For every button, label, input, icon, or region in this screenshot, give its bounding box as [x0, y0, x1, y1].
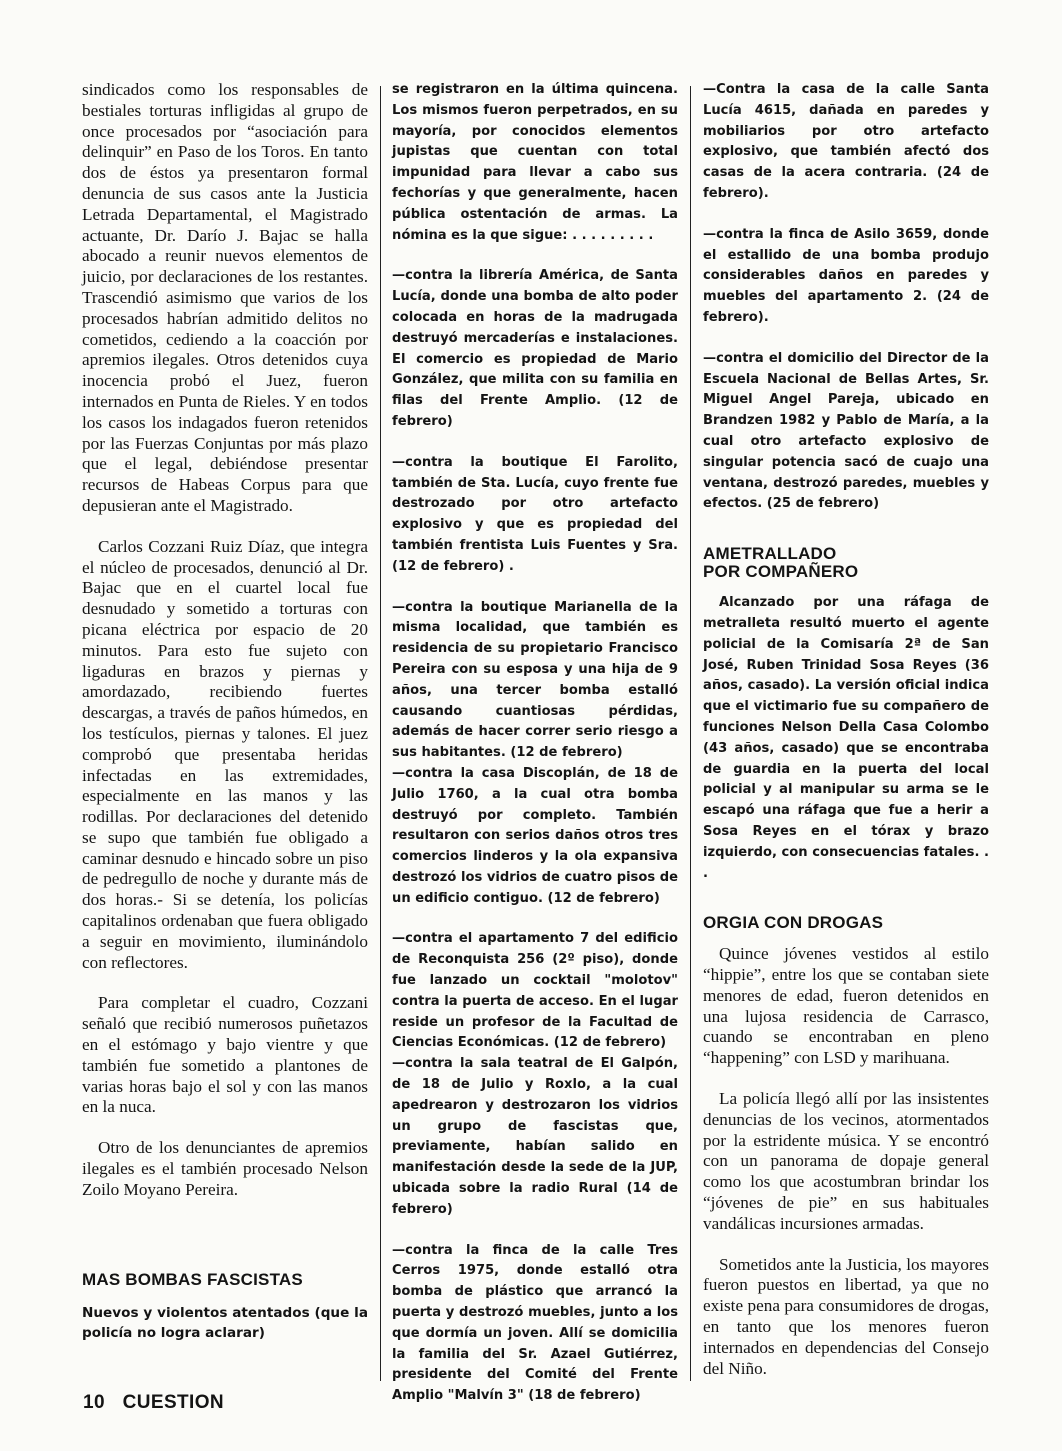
article-paragraph: Quince jóvenes vestidos al estilo “hippie”, entre los que se contaban siete menores de edad, fueron detenidos en una lujosa residencia de Carrasco, cuando se encontraban en pleno “happening” con LSD y marihuana. — [703, 944, 989, 1068]
article-paragraph: se registraron en la última quincena. Los mismos fueron perpetrados, en su mayoría, por conocidos elementos jupistas que cuentan con total impunidad para llevar a cabo sus fechorías y que generalmente, hacen pública ostentación de armas. La nómina es la que sigue: . . . . . . . . . — [392, 82, 678, 243]
article-paragraph: sindicados como los responsables de bestiales torturas infligidas al grupo de once procesados por “asociación para delinquir” en Paso de los Toros. En tanto dos de éstos ya presentaron formal denuncia de sus casos ante la Justicia Letrada Departamental, el Magistrado actuante, Dr. Darío J. Bajac se halla abocado a reunir nuevos elementos de juicio, por declaraciones de los restantes. Trascendió asimismo que varios de los procesados habrían admitido delitos no cometidos, cediendo a la coacción por apremios ilegales. Otros detenidos cuya inocencia probó el Juez, fueron internados en Punta de Rieles. Y en todos los casos los indagados fueron retenidos por las Fuerzas Conjuntas por más plazo que el legal, debiéndose presentar recursos de Habeas Corpus para que depusieran ante el Magistrado. — [82, 80, 368, 515]
section-heading-ametrallado: AMETRALLADO POR COMPAÑERO — [703, 544, 859, 582]
attack-item: —contra la casa Discoplán, de 18 de Julio 1760, a la cual otra bomba destruyó por completo. También resultaron con serios daños otros tres comercios linderos y la ola expansiva destrozó los vidrios de cuatro pisos de un edificio contiguo. (12 de febrero) — [392, 765, 678, 906]
attack-item: —contra el apartamento 7 del edificio de Reconquista 256 (2º piso), donde fue lanzado un cocktail "molotov" contra la puerta de acceso. En el lugar reside un profesor de la Facultad de Ciencias Económicas. (12 de febrero) — [392, 931, 678, 1051]
attack-item: —contra la boutique El Farolito, también de Sta. Lucía, cuyo frente fue destrozado por otro artefacto explosivo y que es propiedad del también frentista Luis Fuentes y Sra. (12 de febrero) . — [392, 454, 678, 574]
attack-item: —contra el domicilio del Director de la Escuela Nacional de Bellas Artes, Sr. Miguel Angel Pareja, ubicado en Brandzen 1982 y Pablo de María, a la cual otro artefacto explosivo de singular potencia sacó de cuajo una ventana, destrozó paredes, muebles y efectos. (25 de febrero) — [703, 350, 989, 512]
article-paragraph: La policía llegó allí por las insistentes denuncias de los vecinos, atormentados por la estridente música. Y se encontró con un panorama de dopaje general como los que acostumbran brindar los “jóvenes de pie” en sus habituales vandálicas incursiones armadas. — [703, 1089, 989, 1233]
article-paragraph: Otro de los denunciantes de apremios ilegales es el también procesado Nelson Zoilo Moyano Pereira. — [82, 1138, 368, 1199]
column-divider-2 — [690, 86, 691, 1381]
column-2 — [392, 80, 678, 1407]
attack-item: —contra la finca de Asilo 3659, donde el estallido de una bomba produjo considerables daños en paredes y muebles del apartamento 2. (24 de febrero). — [703, 226, 989, 325]
attack-item: —contra la librería América, de Santa Lucía, donde una bomba de alto poder colocada en horas de la madrugada destruyó mercaderías e instalaciones. El comercio es propiedad de Mario González, que milita con su familia en filas del Frente Amplio. (12 de febrero) — [392, 268, 678, 429]
article-paragraph: Carlos Cozzani Ruiz Díaz, que integra el núcleo de procesados, denunció al Dr. Bajac que en el cuartel local fue desnudado y sometido a torturas con picana eléctrica por espacio de 20 minutos. Para esto fue sujeto con ligaduras en brazos y piernas y amordazado, recibiendo fuertes descargas, a través de paños húmedos, en los testículos, piernas y talones. El juez comprobó que presentaba heridas infectadas en las extremidades, especialmente en las manos y las rodillas. Por declaraciones del detenido se supo que también fue obligado a caminar desnudo e hincado sobre un piso de pedregullo de noche y durante más de dos horas.- Si se detenía, los policías capitalinos ordenaban que fuera obligado a seguir en movimiento, iluminándolo con reflectores. — [82, 536, 368, 972]
article-paragraph: Alcanzado por una ráfaga de metralleta resultó muerto el agente policial de la Comisaría 2ª de San José, Ruben Trinidad Sosa Reyes (36 años, casado). La versión oficial indica que el victimario fue su compañero de funciones Nelson Della Casa Colombo (43 años, casado) que se encontraba de guardia en la puerta del local policial y al manipular su arma se le escapó una ráfaga que fue a herir a Sosa Reyes en el tórax y brazo izquierdo, con consecuencias fatales. . . — [703, 595, 989, 881]
article-paragraph: Sometidos ante la Justicia, los mayores fueron puestos en libertad, ya que no existe pena para consumidores de drogas, en tanto que los menores fueron internados en dependencias del Consejo del Niño. — [703, 1254, 989, 1378]
attack-item: —Contra la casa de la calle Santa Lucía 4615, dañada en paredes y mobiliarios por otro artefacto explosivo, que también afectó dos casas de la acera contraria. (24 de febrero). — [703, 82, 989, 201]
section-heading-mas-bombas: MAS BOMBAS FASCISTAS — [82, 1269, 303, 1289]
attack-item: —contra la finca de la calle Tres Cerros 1975, donde estalló otra bomba de plástico que arrancó la puerta y destrozó muebles, junto a los que dormía un joven. Allí se domicilia la familia del Sr. Azael Gutiérrez, presidente del Comité del Frente Amplio "Malvín 3" (18 de febrero) — [392, 1242, 678, 1404]
column-1 — [82, 80, 368, 1344]
column-divider-1 — [380, 86, 381, 1381]
column-3 — [703, 80, 989, 1379]
magazine-name: CUESTION — [122, 1392, 224, 1413]
section-heading-orgia: ORGIA CON DROGAS — [703, 913, 884, 933]
section-subheading: Nuevos y violentos atentados (que la policía no logra aclarar) — [82, 1304, 368, 1342]
page-footer — [83, 1392, 224, 1414]
article-paragraph: Para completar el cuadro, Cozzani señaló que recibió numerosos puñetazos en el estómago y bajo vientre y que también fue sometido a plantones de varias horas bajo el sol y con las manos en la nuca. — [82, 993, 368, 1117]
page-number: 10 — [83, 1392, 105, 1413]
attack-item: —contra la boutique Marianella de la misma localidad, que también es residencia de su propietario Francisco Pereira con su esposa y una hija de 9 años, una tercer bomba estalló causando cuantiosas pérdidas, además de hacer correr serio riesgo a sus habitantes. (12 de febrero) — [392, 599, 678, 761]
attack-item: —contra la sala teatral de El Galpón, de 18 de Julio y Roxlo, a la cual apedrearon y destrozaron los vidrios un grupo de fascistas que, previamente, habían salido en manifestación desde la sede de la JUP, ubicada sobre la radio Rural (14 de febrero) — [392, 1056, 678, 1217]
